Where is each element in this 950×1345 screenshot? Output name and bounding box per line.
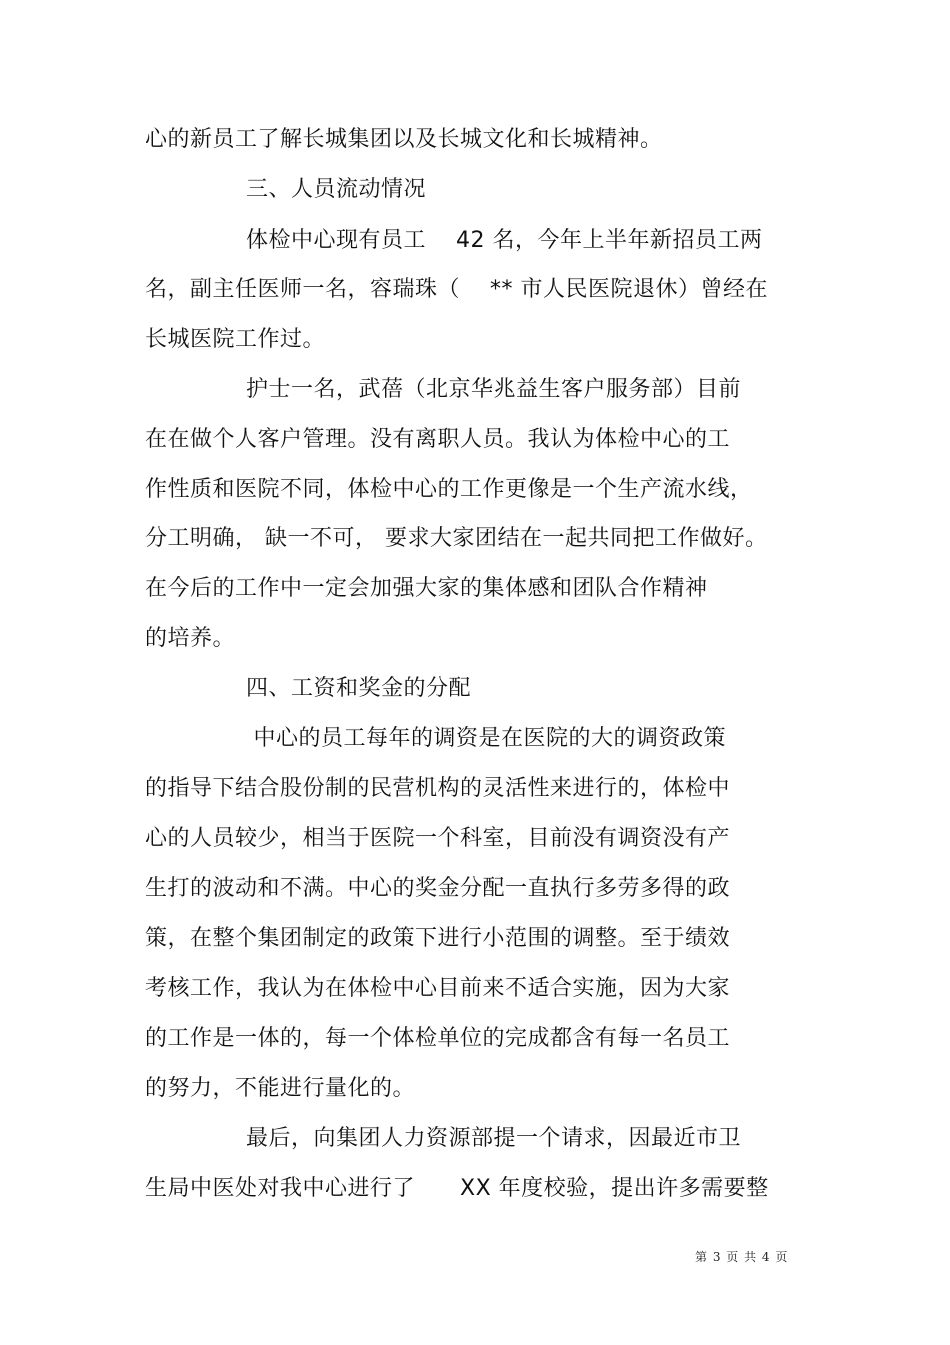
text-line-22: 生局中医处对我中心进行了 XX 年度校验，提出许多需要整 [145, 1176, 769, 1201]
text-line-6: 护士一名，武蓓（北京华兆益生客户服务部）目前 [246, 377, 742, 402]
text-line-20: 的努力，不能进行量化的。 [145, 1076, 416, 1101]
text-line-15: 心的人员较少，相当于医院一个科室，目前没有调资没有产 [145, 826, 731, 851]
section-heading-3: 三、人员流动情况 [246, 177, 427, 202]
text-line-1: 心的新员工了解长城集团以及长城文化和长城精神。 [145, 127, 663, 152]
text-line-11: 的培养。 [145, 626, 236, 651]
section-heading-4: 四、工资和奖金的分配 [246, 676, 472, 701]
text-line-14: 的指导下结合股份制的民营机构的灵活性来进行的，体检中 [145, 776, 731, 801]
text-line-7: 在在做个人客户管理。没有离职人员。我认为体检中心的工 [145, 427, 731, 452]
text-line-10: 在今后的工作中一定会加强大家的集体感和团队合作精神 [145, 576, 708, 601]
text-line-17: 策，在整个集团制定的政策下进行小范围的调整。至于绩效 [145, 926, 731, 951]
text-line-5: 长城医院工作过。 [145, 327, 326, 352]
page-number-footer: 第 3 页 共 4 页 [695, 1250, 789, 1264]
text-line-4: 名，副主任医师一名，容瑞珠（ ** 市人民医院退休）曾经在 [145, 277, 768, 302]
text-line-21: 最后，向集团人力资源部提一个请求，因最近市卫 [246, 1126, 742, 1151]
text-line-16: 生打的波动和不满。中心的奖金分配一直执行多劳多得的政 [145, 876, 731, 901]
text-line-8: 作性质和医院不同，体检中心的工作更像是一个生产流水线， [145, 477, 753, 502]
text-line-18: 考核工作，我认为在体检中心目前来不适合实施，因为大家 [145, 976, 731, 1001]
text-line-9: 分工明确， 缺一不可， 要求大家团结在一起共同把工作做好。 [145, 526, 768, 551]
text-line-19: 的工作是一体的，每一个体检单位的完成都含有每一名员工 [145, 1026, 731, 1051]
text-line-13: 中心的员工每年的调资是在医院的大的调资政策 [246, 726, 726, 751]
text-line-3: 体检中心现有员工 42 名，今年上半年新招员工两 [246, 228, 763, 253]
